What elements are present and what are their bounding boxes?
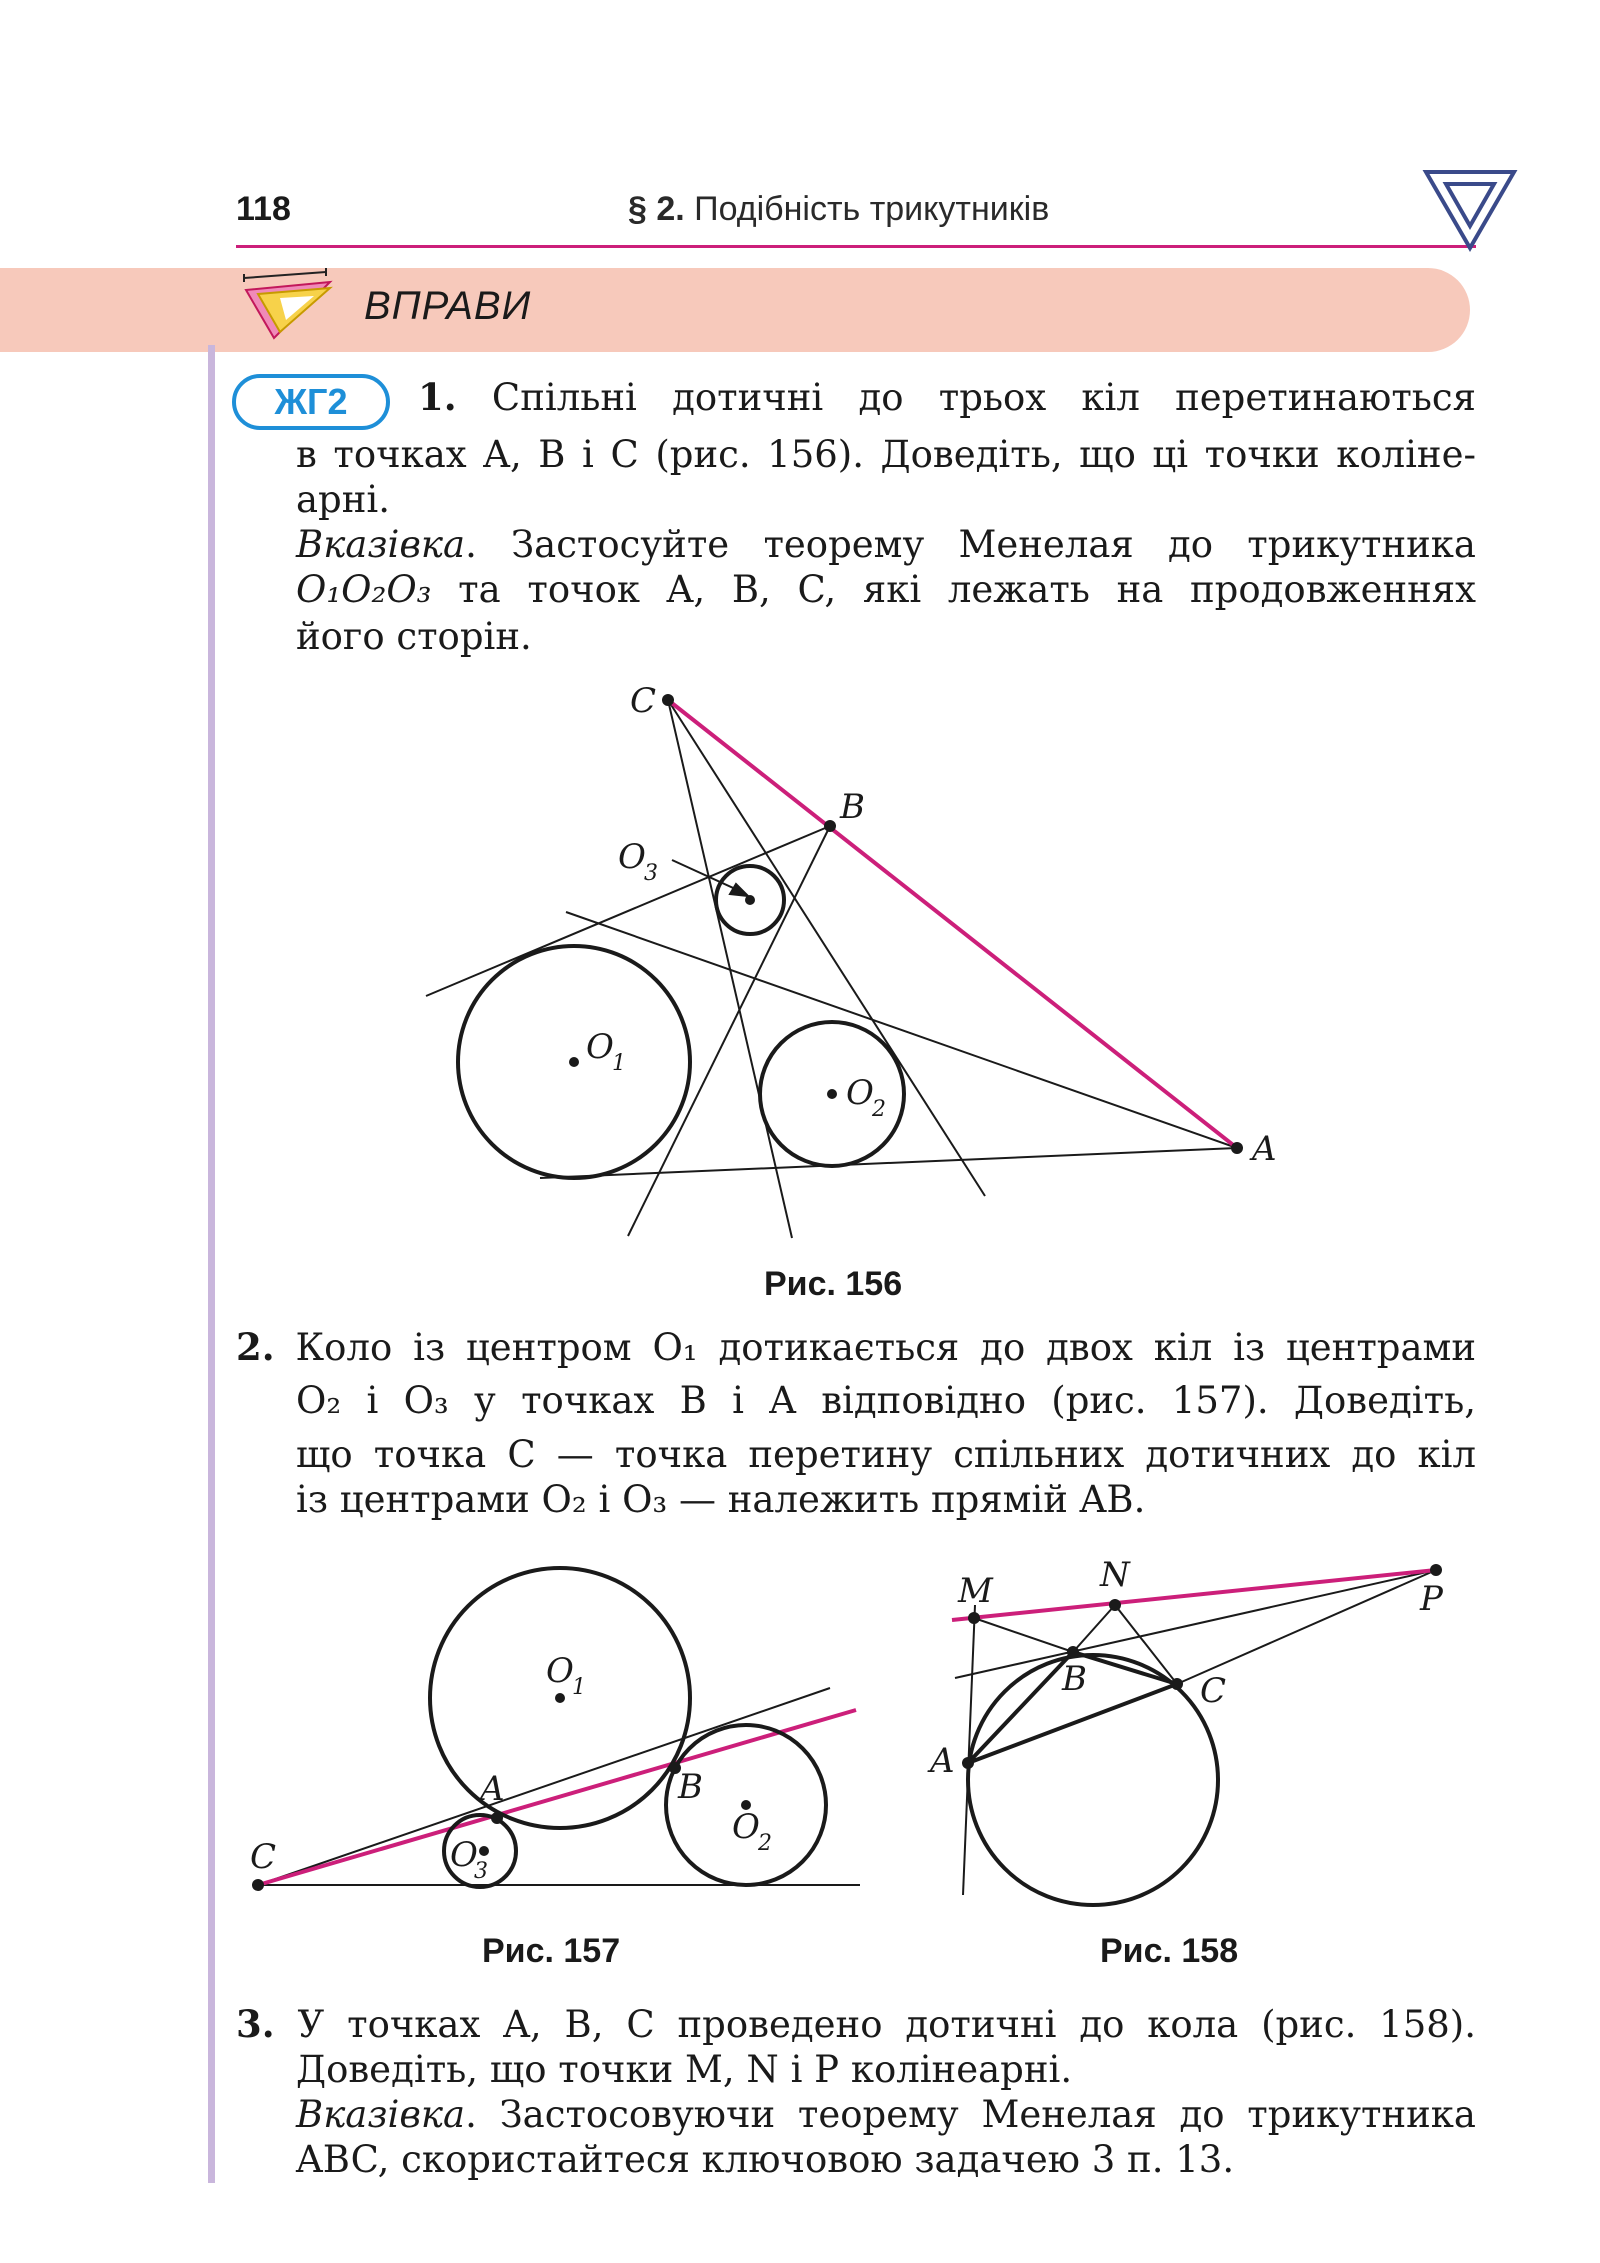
label-o2-sub: 2 — [872, 1097, 886, 1122]
line-m-b — [974, 1618, 1073, 1652]
point-a — [962, 1757, 974, 1769]
problem-3-line-1 — [236, 2002, 1476, 2047]
line-n-c — [1115, 1605, 1177, 1684]
level-badge: ЖГ2 — [232, 374, 390, 430]
line-p-c — [1177, 1570, 1436, 1684]
label-o2-sub: 2 — [758, 1831, 772, 1856]
figure-157-caption: Рис. 157 — [482, 1932, 621, 1970]
problem-2-line-2: O₂ і O₃ у точках B і A відповідно (рис. 157). Доведіть, — [296, 1379, 1476, 1422]
problem-2-line-3: що точка C — точка перетину спільних дотичних до кіл — [296, 1433, 1476, 1476]
label-o2: O — [732, 1807, 760, 1847]
label-o1-sub: 1 — [572, 1675, 586, 1700]
problem-text: Коло із центром O₁ дотикається до двох кіл із центрами — [295, 1326, 1476, 1369]
exercises-title: ВПРАВИ — [364, 284, 532, 328]
label-b: B — [1062, 1659, 1087, 1699]
problem-1-hint-line-3: його сторін. — [296, 615, 532, 658]
point-n — [1109, 1599, 1121, 1611]
point-b — [1067, 1646, 1079, 1658]
problem-3-line-2: Доведіть, що точки M, N і P колінеарні. — [296, 2048, 1073, 2091]
hint-text: . Застосуйте теорему Менелая до трикутника — [465, 523, 1476, 566]
point-c — [1171, 1678, 1183, 1690]
label-c: C — [1200, 1671, 1227, 1711]
tangent-at-b — [955, 1570, 1436, 1678]
label-o3-sub: 3 — [644, 861, 658, 886]
label-o1: O — [586, 1027, 614, 1067]
problem-1-line-3: арні. — [296, 478, 390, 521]
problem-3-hint-line-1 — [296, 2092, 1476, 2137]
figure-158-caption: Рис. 158 — [1100, 1932, 1239, 1970]
hint-text: . Застосовуючи теорему Менелая до трикутника — [465, 2093, 1476, 2136]
label-c: C — [250, 1837, 277, 1877]
collinear-line — [952, 1570, 1436, 1620]
label-o1: O — [546, 1651, 574, 1691]
problem-2-line-4: із центрами O₂ і O₃ — належить прямій AB. — [296, 1478, 1146, 1521]
problem-text: У точках A, B, C проведено дотичні до кола (рис. 158). — [297, 2003, 1476, 2046]
label-m: M — [958, 1571, 993, 1611]
point-m — [968, 1612, 980, 1624]
label-o3: O — [450, 1835, 478, 1875]
label-c: C — [630, 681, 657, 721]
hint-label: Вказівка — [296, 523, 466, 566]
problem-1-line-2: в точках A, B і C (рис. 156). Доведіть, що ці точки коліне- — [296, 433, 1476, 476]
page-number: 118 — [236, 190, 291, 228]
hint-label: Вказівка — [296, 2093, 466, 2136]
label-o1-sub: 1 — [612, 1051, 626, 1076]
problem-number: 1. — [418, 375, 457, 419]
label-b: B — [678, 1767, 703, 1807]
problem-text: Спільні дотичні до трьох кіл перетинаються — [491, 376, 1476, 419]
label-o2: O — [846, 1073, 874, 1113]
point-p — [1430, 1564, 1442, 1576]
label-o3-sub: 3 — [474, 1859, 488, 1884]
hint-triangle: O₁O₂O₃ — [296, 568, 432, 611]
label-a: A — [930, 1741, 955, 1781]
figure-156-caption: Рис. 156 — [764, 1265, 903, 1303]
problem-3-hint-line-2: ABC, скористайтеся ключовою задачею 3 п. 13. — [296, 2138, 1235, 2181]
label-n: N — [1100, 1555, 1130, 1595]
label-o3: O — [618, 837, 646, 877]
section-mark: § 2. — [628, 190, 685, 228]
problem-number: 2. — [236, 1325, 275, 1369]
section-name: Подібність трикутників — [694, 190, 1050, 228]
label-a: A — [1252, 1129, 1277, 1169]
label-b: B — [840, 787, 865, 827]
line-n-b — [1073, 1605, 1115, 1652]
hint-text: та точок A, B, C, які лежать на продовженнях — [431, 568, 1476, 611]
label-p: P — [1420, 1579, 1443, 1619]
circle — [968, 1655, 1218, 1905]
label-a: A — [480, 1769, 505, 1809]
problem-number: 3. — [236, 2002, 275, 2046]
